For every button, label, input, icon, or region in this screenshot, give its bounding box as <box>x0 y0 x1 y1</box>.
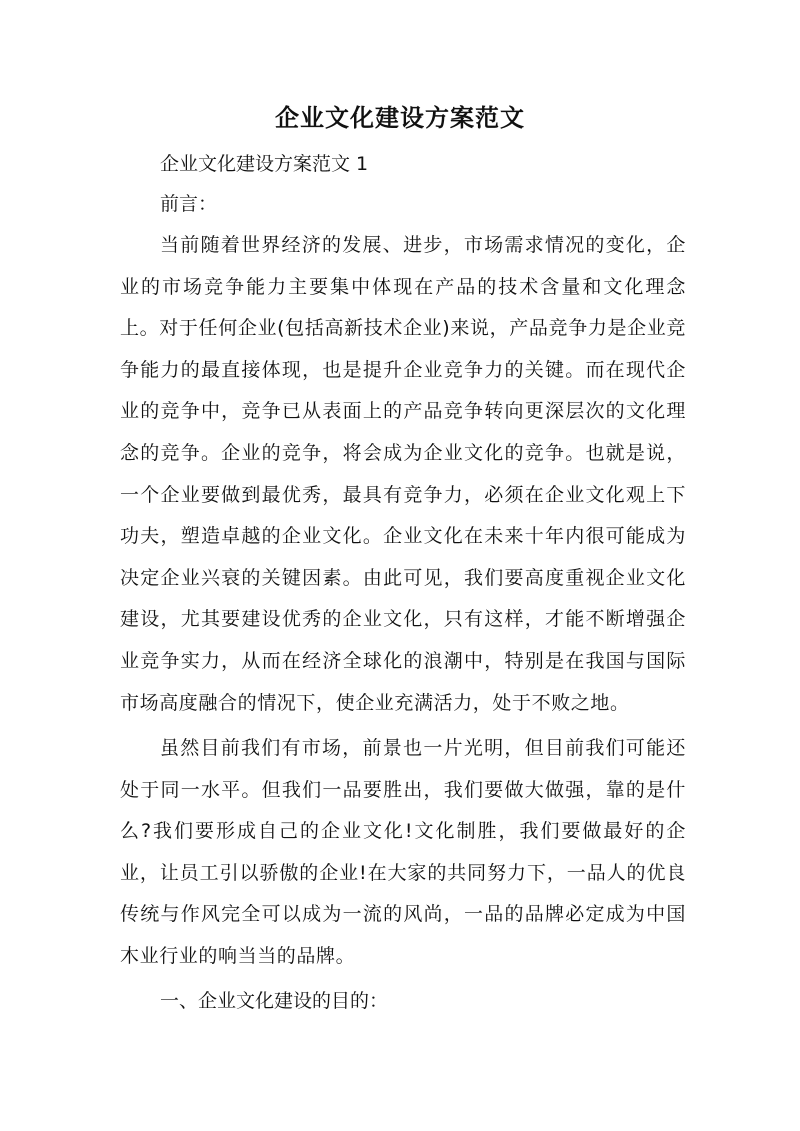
body-paragraph: 当前随着世界经济的发展、进步，市场需求情况的变化，企业的市场竞争能力主要集中体现在产品的技术含量和文化理念上。对于任何企业(包括高新技术企业)来说，产品竞争力是企业竞争能力的最直接体现，也是提升企业竞争力的关键。而在现代企业的竞争中，竞争已从表面上的产品竞争转向更深层次的文化理念的竞争。企业的竞争，将会成为企业文化的竞争。也就是说，一个企业要做到最优秀，最具有竞争力，必须在企业文化观上下功夫，塑造卓越的企业文化。企业文化在未来十年内很可能成为决定企业兴衰的关键因素。由此可见，我们要高度重视企业文化建设，尤其要建设优秀的企业文化，只有这样，才能不断增强企业竞争实力，从而在经济全球化的浪潮中，特别是在我国与国际市场高度融合的情况下，使企业充满活力，处于不败之地。 <box>120 234 686 714</box>
section-heading: 一、企业文化建设的目的： <box>160 990 389 1012</box>
document-title: 企业文化建设方案范文 <box>275 104 525 132</box>
document-subtitle: 企业文化建设方案范文 1 <box>160 153 369 175</box>
body-paragraph: 虽然目前我们有市场，前景也一片光明，但目前我们可能还处于同一水平。但我们一品要胜出，我们要做大做强，靠的是什么?我们要形成自己的企业文化!文化制胜，我们要做最好的企业，让员工引以骄傲的企业!在大家的共同努力下，一品人的优良传统与作风完全可以成为一流的风尚，一品的品牌必定成为中国木业行业的响当当的品牌。 <box>120 737 686 967</box>
preface-label: 前言： <box>160 193 218 215</box>
